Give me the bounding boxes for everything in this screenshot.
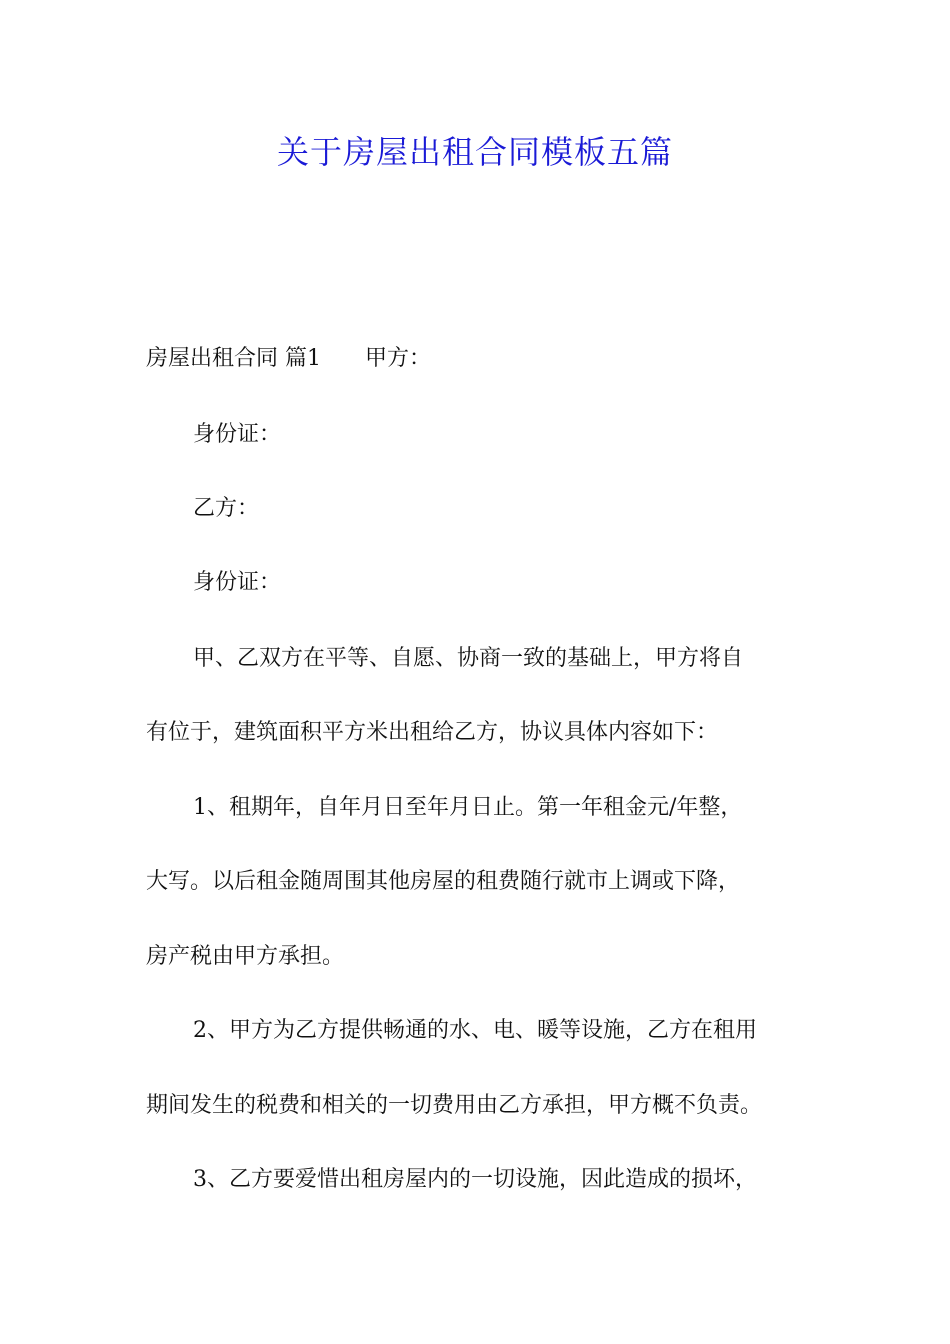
clause-1-line: 大写。以后租金随周围其他房屋的租费随行就市上调或下降， <box>146 869 741 894</box>
page-title: 关于房屋出租合同模板五篇 <box>276 133 673 171</box>
party-b-label: 乙方： <box>193 496 260 521</box>
clause-1-line: 1、租期年，自年月日至年月日止。第一年租金元/年整， <box>193 795 743 820</box>
section-heading-line <box>146 344 431 374</box>
section-heading: 房屋出租合同 <box>146 346 279 371</box>
paragraph-line: 甲、乙双方在平等、自愿、协商一致的基础上，甲方将自 <box>193 646 744 671</box>
party-a-label: 甲方： <box>365 346 432 371</box>
party-a-id-label: 身份证： <box>193 422 282 447</box>
clause-2-line: 2、甲方为乙方提供畅通的水、电、暖等设施，乙方在租用 <box>193 1018 757 1043</box>
paragraph-line: 有位于，建筑面积平方米出租给乙方，协议具体内容如下： <box>146 720 719 745</box>
clause-3-line: 3、乙方要爱惜出租房屋内的一切设施，因此造成的损坏， <box>193 1167 757 1192</box>
section-part: 篇1 <box>285 346 322 371</box>
party-b-id-label: 身份证： <box>193 570 282 595</box>
clause-2-line: 期间发生的税费和相关的一切费用由乙方承担，甲方概不负责。 <box>146 1093 763 1118</box>
clause-1-line: 房产税由甲方承担。 <box>146 944 345 969</box>
